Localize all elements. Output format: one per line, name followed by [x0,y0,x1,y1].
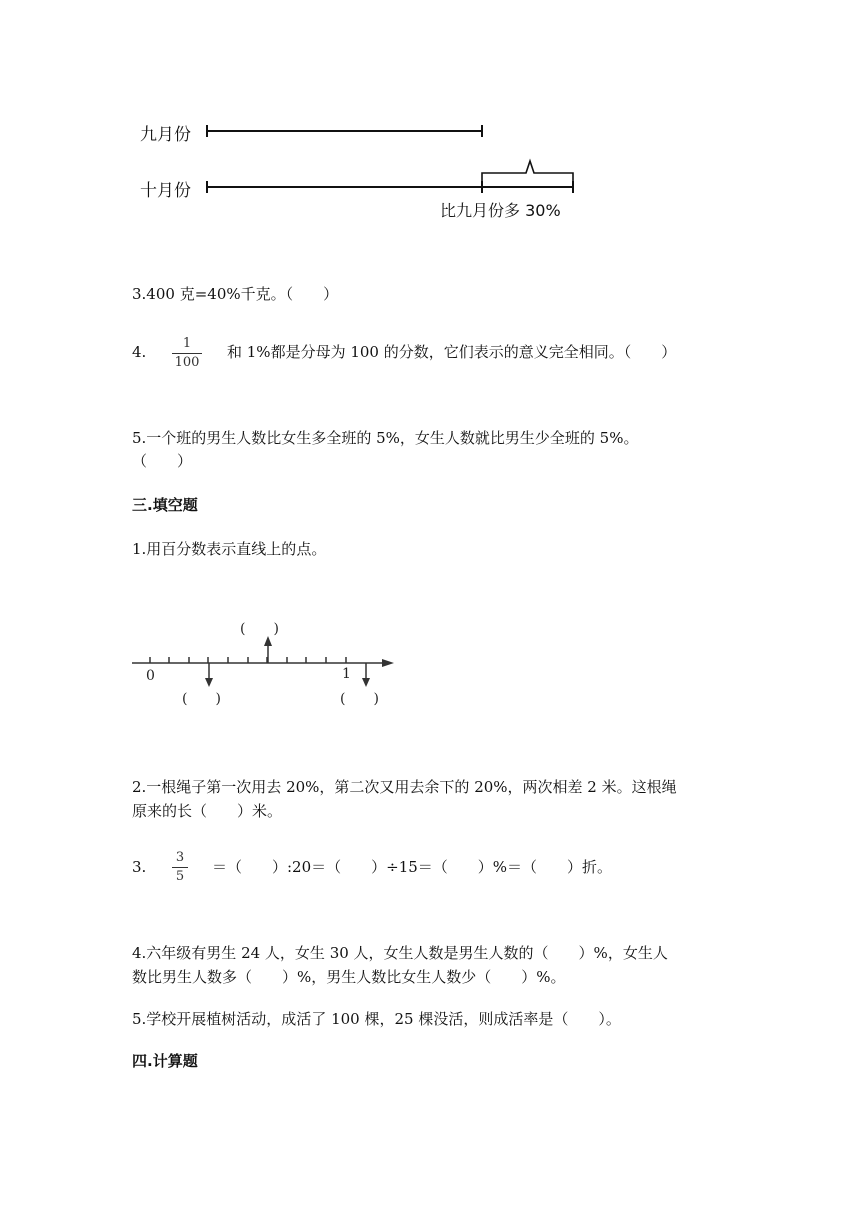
number-line-one: 1 [342,666,351,682]
fraction-3-over-5 [172,850,188,885]
section-4-title: 四.计算题 [132,1052,198,1070]
bar-diagram-lines [200,115,590,200]
fraction-numerator: 3 [175,850,185,865]
fraction-numerator: 1 [182,336,192,351]
october-label: 十月份 [140,181,191,201]
fill-question-3-text: ＝（ ）:20＝（ ）÷15＝（ ）%＝（ ）折。 [212,858,613,876]
september-label: 九月份 [140,125,191,145]
extra-30-percent-label: 比九月份多 30% [440,201,561,220]
fraction-1-over-100 [172,336,202,371]
judge-question-4-text: 和 1%都是分母为 100 的分数，它们表示的意义完全相同。（ ） [227,343,677,361]
judge-question-4-number: 4. [132,343,147,361]
fill-question-5: 5.学校开展植树活动，成活了 100 棵，25 棵没活，则成活率是（ ）。 [132,1010,621,1028]
judge-question-3: 3.400 克=40%千克。（ ） [132,285,339,303]
fraction-denominator: 5 [175,869,185,884]
fill-question-2-line-2: 原来的长（ ）米。 [132,802,283,820]
judge-question-5-line-1: 5.一个班的男生人数比女生多全班的 5%，女生人数就比男生少全班的 5%。 [132,429,639,447]
number-line [130,630,400,690]
fill-question-2-line-1: 2.一根绳子第一次用去 20%，第二次又用去余下的 20%，两次相差 2 米。这根绳 [132,778,677,796]
judge-question-5-line-2: （ ） [132,452,193,470]
section-3-title: 三.填空题 [132,496,198,514]
down-arrow-left-icon [205,678,213,687]
fill-question-3-number: 3. [132,858,147,876]
down-arrow-right-icon [362,678,370,687]
fill-question-4-line-2: 数比男生人数多（ ）%，男生人数比女生人数少（ ）%。 [132,968,566,986]
fraction-denominator: 100 [174,355,200,370]
fill-question-1: 1.用百分数表示直线上的点。 [132,540,327,558]
number-line-zero: 0 [146,668,155,684]
fill-question-4-line-1: 4.六年级有男生 24 人，女生 30 人，女生人数是男生人数的（ ）%，女生人 [132,944,668,962]
number-line-blank-top: ( ) [240,621,279,637]
number-line-blank-left: ( ) [182,691,221,707]
number-line-blank-right: ( ) [340,691,379,707]
